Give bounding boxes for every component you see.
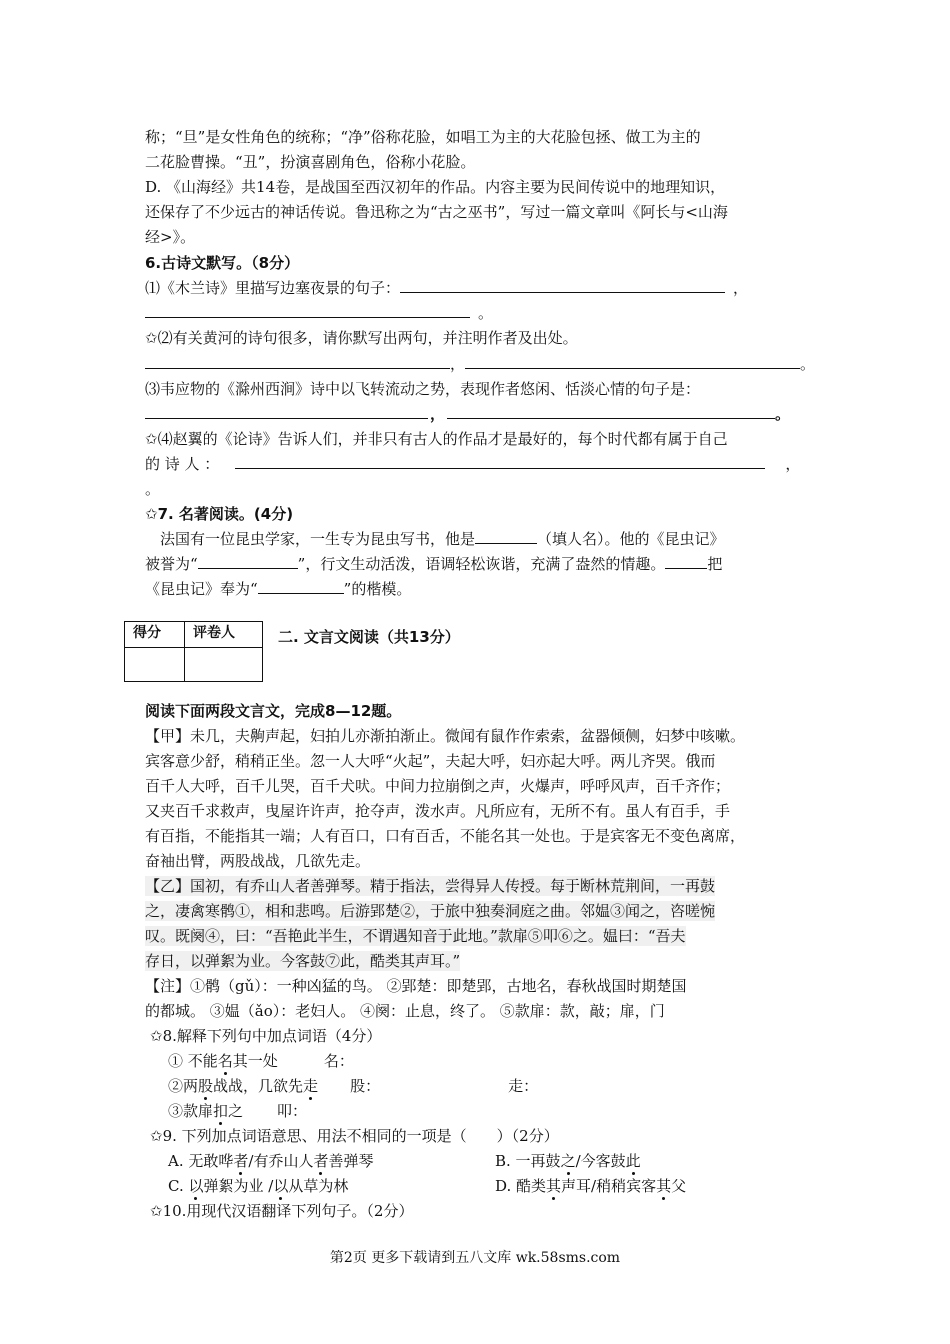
score-table	[124, 621, 263, 682]
passage-note: 【注】①鹘（gǔ）：一种凶猛的鸟。 ②郢楚：即楚郢，古地名，春秋战国时期楚国	[145, 977, 687, 995]
passage-yi-line: 【乙】国初，有乔山人者善弹琴。精于指法，尝得异人传授。每于断林荒荆间，一再鼓	[145, 877, 716, 895]
q6-item-4-end: 。	[145, 480, 161, 498]
q6-item-2-blanks: ， 。	[145, 354, 815, 374]
answer-blank[interactable]	[145, 354, 450, 369]
q8-item-3: ③款扉扣之 叩：	[168, 1102, 308, 1120]
score-cell[interactable]	[125, 648, 185, 682]
q6-item-4: ✩⑷赵翼的《论诗》告诉人们，并非只有古人的作品才是最好的，每个时代都有属于自己	[145, 430, 728, 448]
q9-option-b: B. 一再鼓之/今客鼓此	[495, 1152, 641, 1170]
answer-blank[interactable]	[400, 278, 725, 293]
q9-option-c: C. 以弹絮为业 /以从草为林	[168, 1177, 349, 1195]
q6-item-3: ⑶韦应物的《滁州西涧》诗中以飞转流动之势，表现作者悠闲、恬淡心情的句子是：	[145, 380, 701, 398]
option-d-line: 还保存了不少远古的神话传说。鲁迅称之为“古之巫书”，写过一篇文章叫《阿长与<山海	[145, 203, 728, 221]
q8-item-1: ① 不能名其一处 名：	[168, 1052, 354, 1070]
answer-blank[interactable]	[235, 454, 765, 469]
grader-cell[interactable]	[185, 648, 263, 682]
passage-jia-line: 宾客意少舒，稍稍正坐。忽一人大呼“火起”，夫起大呼，妇亦起大呼。两儿齐哭。俄而	[145, 752, 716, 770]
text-line: 二花脸曹操。“丑”，扮演喜剧角色，俗称小花脸。	[145, 153, 476, 171]
q8-item-2: ②两股战战，几欲先走 股： 走：	[168, 1077, 539, 1095]
question-8-title: ✩8.解释下列句中加点词语（4分）	[150, 1027, 382, 1045]
q7-line-3: 《昆虫记》奉为“ ”的楷模。	[145, 580, 412, 598]
question-7-title: ✩7. 名著阅读。(4分)	[145, 505, 294, 523]
score-header: 得分	[125, 622, 185, 648]
passage-yi-line: 叹。既阕④，曰：“吾艳此半生，不谓遇知音于此地。”款扉⑤叩⑥之。媪曰：“吾夫	[145, 927, 686, 945]
question-10-title: ✩10.用现代汉语翻译下列句子。（2分）	[150, 1202, 414, 1220]
question-6-title: 6.古诗文默写。（8分）	[145, 254, 300, 272]
passage-yi-line: 存日，以弹絮为业。今客鼓⑦此，酷类其声耳。”	[145, 952, 461, 970]
q6-item-2: ✩⑵有关黄河的诗句很多，请你默写出两句，并注明作者及出处。	[145, 329, 578, 347]
q6-item-1: ⑴《木兰诗》里描写边塞夜景的句子： ，	[145, 279, 749, 297]
page-footer: 第2页 更多下载请到五八文库 wk.58sms.com	[329, 1250, 621, 1266]
passage-jia-line: 【甲】未几，夫齁声起，妇拍儿亦渐拍渐止。微闻有鼠作作索索，盆器倾侧，妇梦中咳嗽。	[145, 727, 746, 745]
answer-blank[interactable]	[475, 529, 537, 544]
passage-jia-line: 有百指，不能指其一端；人有百口，口有百舌，不能名其一处也。于是宾客无不变色离席，	[145, 827, 746, 845]
q7-line-2: 被誉为“ ”，行文生动活泼，语调轻松诙谐，充满了盎然的情趣。 把	[145, 555, 723, 573]
answer-blank[interactable]	[447, 404, 775, 419]
q9-option-a: A. 无敢哗者/有乔山人者善弹琴	[168, 1152, 374, 1170]
option-d-line: 经>》。	[145, 228, 196, 246]
passage-jia-line: 奋袖出臂，两股战战，几欲先走。	[145, 852, 371, 870]
answer-blank[interactable]	[145, 404, 428, 419]
answer-blank[interactable]	[198, 554, 298, 569]
passage-yi-line: 之，凄禽寒鹘①，相和悲鸣。后游郢楚②，于旅中独奏洞庭之曲。邻媪③闻之，咨嗟惋	[145, 902, 716, 920]
grader-header: 评卷人	[185, 622, 263, 648]
option-d-line: D. 《山海经》共14卷，是战国至西汉初年的作品。内容主要为民间传说中的地理知识，	[145, 178, 726, 196]
q9-option-d: D. 酷类其声耳/稍稍宾客其父	[495, 1177, 687, 1195]
answer-blank[interactable]	[465, 354, 800, 369]
q7-line-1: 法国有一位昆虫学家，一生专为昆虫写书，他是 （填人名）。他的《昆虫记》	[160, 530, 725, 548]
section-2-heading: 二. 文言文阅读（共13分）	[278, 628, 460, 646]
q6-item-3-blanks: ， 。	[145, 404, 790, 424]
passage-note: 的都城。 ③媪（ǎo）：老妇人。 ④阕：止息，终了。 ⑤款扉：款，敲；扉，门	[145, 1002, 665, 1020]
answer-blank[interactable]	[145, 303, 470, 318]
passage-jia-line: 百千人大呼，百千儿哭，百千犬吠。中间力拉崩倒之声，火爆声，呼呼风声，百千齐作；	[145, 777, 731, 795]
text-line: 称；“旦”是女性角色的统称；“净”俗称花脸，如唱工为主的大花脸包拯、做工为主的	[145, 128, 701, 146]
q6-item-4-blank: 的 诗 人 ： ，	[145, 455, 801, 473]
reading-instructions: 阅读下面两段文言文，完成8—12题。	[145, 702, 402, 720]
answer-blank[interactable]	[665, 554, 707, 569]
answer-blank[interactable]	[258, 579, 344, 594]
passage-jia-line: 又夹百千求救声，曳屋许许声，抢夺声，泼水声。凡所应有，无所不有。虽人有百手，手	[145, 802, 731, 820]
q6-item-1-cont: 。	[145, 303, 493, 323]
question-9-title: ✩9. 下列加点词语意思、用法不相同的一项是（ ）（2分）	[150, 1127, 559, 1145]
